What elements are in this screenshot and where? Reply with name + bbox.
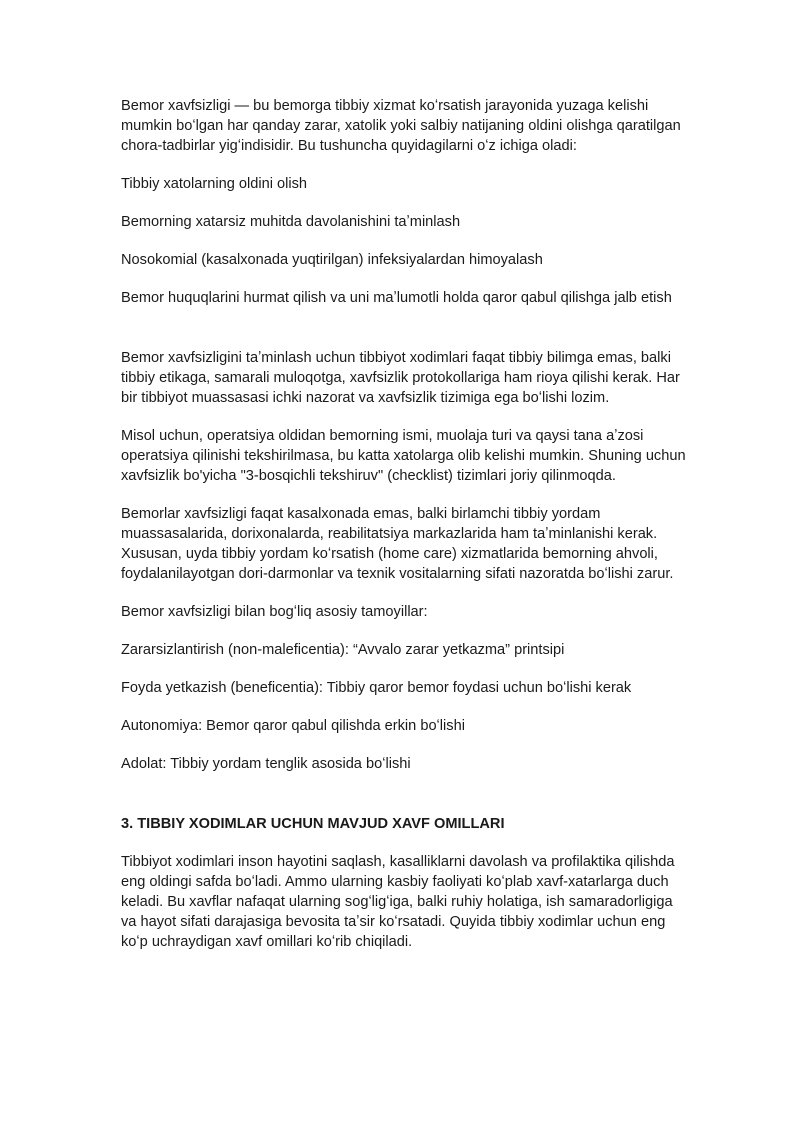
list-item: Bemorning xatarsiz muhitda davolanishini taʼminlash bbox=[121, 214, 461, 230]
list-item: Tibbiy xatolarning oldini olish bbox=[121, 176, 308, 192]
section-heading: 3. TIBBIY XODIMLAR UCHUN MAVJUD XAVF OMILLARI bbox=[121, 816, 505, 832]
intro-paragraph: Bemor xavfsizligi — bu bemorga tibbiy xizmat koʻrsatish jarayonida yuzaga kelishi mumkin boʻlgan har qanday zarar, xatolik yoki salbiy natijaning oldini olishga qaratilgan chora-tadbirlar yigʻindisidir. Bu tushuncha quyidagilarni oʻz ichiga oladi: bbox=[121, 98, 681, 154]
list-item: Adolat: Tibbiy yordam tenglik asosida boʻlishi bbox=[121, 756, 411, 772]
example-paragraph: Misol uchun, operatsiya oldidan bemorning ismi, muolaja turi va qaysi tana aʼzosi operatsiya qilinishi tekshirilmasa, bu katta xatolarga olib kelishi mumkin. Shuning uchun xavfsizlik bo'yicha "3-bosqichli tekshiruv" (checklist) tizimlari joriy qilinmoqda. bbox=[121, 428, 686, 484]
list-item: Autonomiya: Bemor qaror qabul qilishda erkin boʻlishi bbox=[121, 718, 465, 734]
document-page bbox=[121, 96, 686, 952]
list-item: Nosokomial (kasalxonada yuqtirilgan) infeksiyalardan himoyalash bbox=[121, 252, 543, 268]
risk-intro-paragraph: Tibbiyot xodimlari inson hayotini saqlash, kasalliklarni davolash va profilaktika qilishda eng oldingi safda boʻladi. Ammo ularning kasbiy faoliyati koʻplab xavf-xatarlarga duch keladi. Bu xavflar nafaqat ularning sogʻligʻiga, balki ruhiy holatiga, ish samaradorligiga va hayot sifati darajasiga bevosita taʼsir koʻrsatadi. Quyida tibbiy xodimlar uchun eng koʻp uchraydigan xavf omillari koʻrib chiqiladi. bbox=[121, 854, 675, 950]
list-item: Foyda yetkazish (beneficentia): Tibbiy qaror bemor foydasi uchun boʻlishi kerak bbox=[121, 680, 632, 696]
list-item: Zararsizlantirish (non-maleficentia): “Avvalo zarar yetkazma” printsipi bbox=[121, 642, 565, 658]
principles-intro: Bemor xavfsizligi bilan bogʻliq asosiy tamoyillar: bbox=[121, 604, 428, 620]
scope-paragraph: Bemorlar xavfsizligi faqat kasalxonada emas, balki birlamchi tibbiy yordam muassasalarida, dorixonalarda, reabilitatsiya markazlarida ham taʼminlanishi kerak. Xususan, uyda tibbiy yordam koʻrsatish (home care) xizmatlarida bemorning ahvoli, foydalanilayotgan dori-darmonlar va texnik vositalarning sifati nazoratda boʻlishi zarur. bbox=[121, 506, 674, 582]
staff-paragraph: Bemor xavfsizligini taʼminlash uchun tibbiyot xodimlari faqat tibbiy bilimga emas, balki tibbiy etikaga, samarali muloqotga, xavfsizlik protokollariga ham rioya qilishi kerak. Har bir tibbiyot muassasasi ichki nazorat va xavfsizlik tizimiga ega boʻlishi lozim. bbox=[121, 350, 680, 406]
list-item: Bemor huquqlarini hurmat qilish va uni maʼlumotli holda qaror qabul qilishga jalb etish bbox=[121, 290, 672, 306]
